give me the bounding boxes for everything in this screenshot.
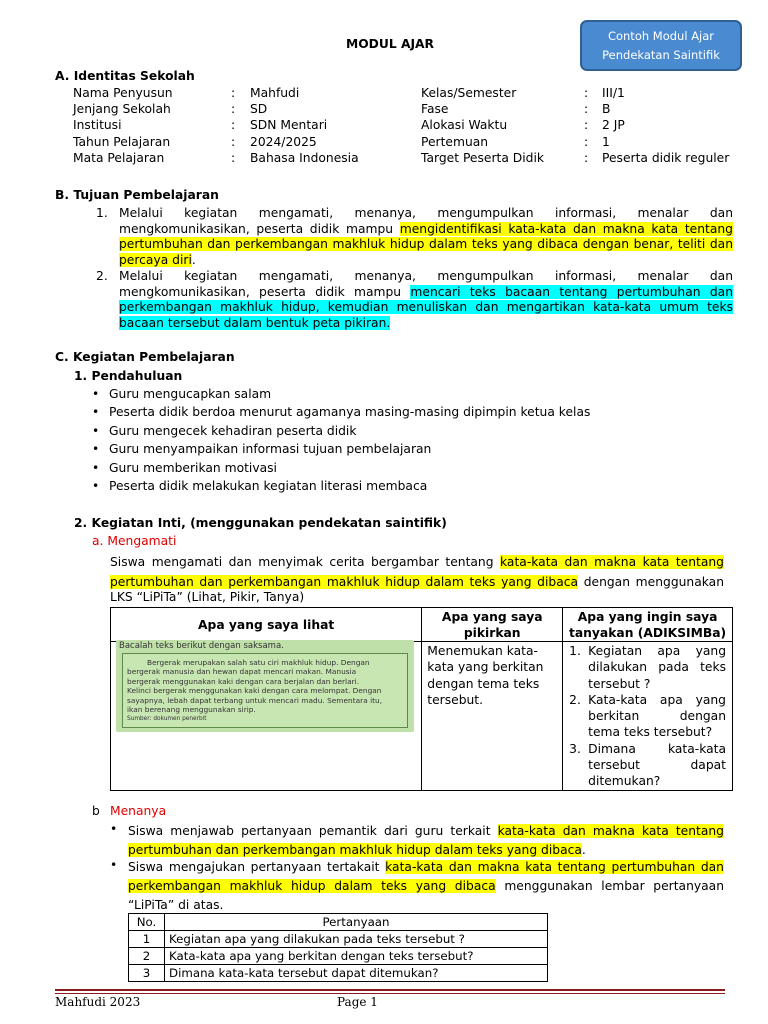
identity-value: Mahfudi	[250, 86, 300, 100]
reading-line: bergerak menggunakan kaki dengan cara berjalan dan berlari.	[127, 676, 360, 686]
mengamati-label: a. Mengamati	[92, 534, 177, 548]
identity-row	[73, 102, 743, 118]
subsection-pendahuluan: 1. Pendahuluan	[74, 369, 183, 383]
identity-value: III/1	[602, 86, 625, 100]
identity-label: Alokasi Waktu	[421, 118, 508, 133]
identity-label: Pertemuan	[421, 134, 489, 149]
goal-1-line-2: mengkomunikasikan, peserta didik mampu mengidentifikasi kata-kata dan makna kata tentang	[119, 221, 733, 236]
identity-colon: :	[231, 86, 236, 100]
think-line: dengan tema teks	[427, 676, 540, 691]
goal-2	[119, 269, 733, 331]
header-question: Pertanyaan	[165, 914, 548, 931]
section-b-heading: B. Tujuan Pembelajaran	[55, 188, 219, 202]
reading-line: ikan berenang menggunakan sirip.	[127, 705, 256, 714]
goal-2-line-4: bacaan tersebut dalam bentuk peta pikiran.	[119, 315, 391, 330]
reading-line: sayapnya, lebah dapat terbang untuk mencari madu. Sementara itu,	[127, 695, 383, 705]
think-line: kata yang berkitan	[427, 660, 544, 675]
identity-colon: :	[231, 102, 236, 117]
callout-line-2: Pendekatan Saintifik	[602, 48, 720, 62]
table-row: 2 Kata-kata apa yang berkitan dengan teks tersebut?	[129, 948, 548, 965]
mengamati-line-1: Siswa mengamati dan menyimak cerita bergambar tentang kata-kata dan makna kata tentang	[110, 555, 724, 569]
menanya-bullet-2-dot: •	[110, 858, 118, 872]
mengamati-line-3: LKS “LiPiTa” (Lihat, Pikir, Tanya)	[110, 590, 305, 604]
identity-label: Jenjang Sekolah	[73, 102, 171, 117]
identity-label: Fase	[421, 102, 449, 117]
cell-ask	[563, 642, 733, 791]
identity-row	[73, 118, 743, 134]
goal-1-number: 1.	[96, 206, 108, 220]
identity-label: Kelas/Semester	[421, 86, 517, 100]
identity-colon: :	[231, 134, 236, 149]
identity-colon: :	[584, 134, 589, 149]
reading-text-box	[122, 653, 408, 728]
goal-1	[119, 206, 733, 268]
header-think: Apa yang saya pikirkan	[422, 608, 563, 642]
header-ask: Apa yang ingin saya tanyakan (ADIKSIMBa)	[563, 608, 733, 642]
goal-2-line-3: perkembangan makhluk hidup, kemudian menuliskan dan mengartikan kata-kata umum teks	[119, 300, 733, 315]
identity-row	[73, 151, 743, 167]
goal-2-line-2: mengkomunikasikan, peserta didik mampu mencari teks bacaan tentang pertumbuhan dan	[119, 284, 733, 299]
cell-think	[422, 642, 563, 791]
menanya-label: Menanya	[110, 804, 167, 818]
footer-page-number: Page 1	[337, 995, 378, 1009]
identity-row	[73, 86, 743, 102]
identity-value: SDN Mentari	[250, 118, 328, 133]
reading-line: Bergerak merupakan salah satu ciri makhluk hidup. Dengan	[147, 658, 370, 667]
identity-label: Tahun Pelajaran	[73, 134, 171, 149]
identity-colon: :	[231, 118, 236, 133]
identity-label: Institusi	[73, 118, 122, 133]
goal-1-line-3: pertumbuhan dan perkembangan makhluk hidup dalam teks yang dibaca dengan benar, teliti dan	[119, 237, 733, 252]
menanya-bullet-2: Siswa mengajukan pertanyaan tertakait kata-kata dan makna kata tentang pertumbuhan dan perkembangan makhluk hidup dalam teks yang dibaca menggunakan lembar pertanyaan “LiPiTa” di atas.	[128, 860, 725, 912]
identity-colon: :	[584, 102, 589, 117]
section-a-heading: A. Identitas Sekolah	[55, 69, 195, 83]
identity-value: SD	[250, 102, 268, 117]
identity-value: 2024/2025	[250, 134, 317, 149]
think-line: tersebut.	[427, 692, 484, 707]
menanya-letter: b	[92, 804, 100, 818]
mengamati-line-2: pertumbuhan dan perkembangan makhluk hidup dalam teks yang dibaca dengan menggunakan	[110, 574, 724, 589]
identity-colon: :	[584, 150, 589, 165]
menanya-bullet-1-dot: •	[110, 822, 118, 836]
header-no: No.	[129, 914, 165, 931]
document-page: Contoh Modul Ajar Pendekatan Saintifik MODUL AJAR A. Identitas Sekolah Nama Penyusun : Mahfudi Kelas/Semester : III/1 Jenjang Sekolah : SD Fase : B Institusi : SDN Mentari Alokasi Waktu : 2 JP Tahun Pelajaran : 2024/2025 Pertemuan : 1 Mata Pelajaran : Bahasa Indonesia Target Peserta Didik : Peserta didik reguler B. Tujuan Pembelajaran 1. Melalui kegiatan mengamati, menanya, mengumpulkan informasi, menalar dan mengkomunikasikan, peserta didik mampu mengidentifikasi kata-kata dan makna kata tentang pertumbuhan dan perkembangan makhluk hidup dalam teks yang dibaca dengan benar, teliti dan percaya diri. 2. Melalui kegiatan mengamati, menanya, mengumpulkan informasi, menalar dan mengkomunikasikan, peserta didik mampu mencari teks bacaan tentang pertumbuhan dan perkembangan makhluk hidup, kemudian menuliskan dan mengartikan kata-kata umum teks bacaan tersebut dalam bentuk peta pikiran. C. Kegiatan Pembelajaran 1. Pendahuluan Guru mengucapkan salam Peserta didik berdoa menurut agamanya masing-masing dipimpin ketua kelas Guru mengecek kehadiran peserta didik Guru menyampaikan informasi tujuan pembelajaran Guru memberikan motivasi Peserta didik melakukan kegiatan literasi membaca 2. Kegiatan Inti, (menggunakan pendekatan saintifik) a. Mengamati Siswa mengamati dan menyimak cerita bergambar tentang kata-kata dan makna kata tentang pertumbuhan dan perkembangan makhluk hidup dalam teks yang dibaca dengan menggunakan LKS “LiPiTa” (Lihat, Pikir, Tanya) Apa yang saya lihat Apa yang saya pikirkan Apa yang ingin saya tanyakan (ADIKSIMBa) Menemukan kata- kata yang berkitan dengan tema teks tersebut. 1. Kegiatan apa yang dilakukan pada teks tersebut ? 2. Kata-kata apa yang berkitan dengan tema teks tersebut? 3. Dimana kata-kata tersebut dapat ditemukan? Bacalah teks berikut dengan saksama. Sumber: dokumen penerbit Bergerak merupakan salah satu ciri makhluk hidup. Dengan bergerak manusia dan hewan dapat mencari makan. Manusia bergerak menggunakan kaki dengan cara berjalan dan berlari. Kelinci bergerak menggunakan kaki dengan cara melompat. Dengan sayapnya, lebah dapat terbang untuk mencari madu. Sementara itu, ikan berenang menggunakan sirip. b Menanya • Siswa menjawab pertanyaan pemantik dari guru terkait kata-kata dan makna kata tentang pertumbuhan dan perkembangan makhluk hidup dalam teks yang dibaca. • Siswa mengajukan pertanyaan tertakait kata-kata dan makna kata tentang pertumbuhan dan perkembangan makhluk hidup dalam teks yang dibaca menggunakan lembar pertanyaan “LiPiTa” di atas. No. Pertanyaan 1 Kegiatan apa yang dilakukan pada teks tersebut ? 2 Kata-kata apa yang berkitan dengan teks tersebut? 3 Dimana kata-kata tersebut dapat ditemukan? Mahfudi 2023 Page 1	[0, 0, 768, 1024]
identity-label: Mata Pelajaran	[73, 150, 165, 165]
document-title: MODUL AJAR	[345, 37, 435, 51]
ask-item: 1. Kegiatan apa yang dilakukan pada teks tersebut ?	[569, 644, 726, 691]
reading-line: Kelinci bergerak menggunakan kaki dengan cara melompat. Dengan	[127, 686, 382, 696]
think-line: Menemukan kata-	[427, 644, 538, 658]
goal-1-line-1: Melalui kegiatan mengamati, menanya, mengumpulkan informasi, menalar dan	[119, 206, 733, 220]
header-see: Apa yang saya lihat	[111, 608, 422, 642]
questions-table	[128, 913, 548, 982]
footer-author: Mahfudi 2023	[55, 995, 141, 1009]
identity-colon: :	[231, 150, 236, 165]
reading-source: Sumber: dokumen penerbit	[127, 716, 207, 722]
reading-image	[116, 640, 414, 732]
goal-2-line-1: Melalui kegiatan mengamati, menanya, mengumpulkan informasi, menalar dan	[119, 269, 733, 283]
identity-label: Nama Penyusun	[73, 86, 173, 100]
table-row: 3 Dimana kata-kata tersebut dapat ditemukan?	[129, 965, 548, 982]
subsection-kegiatan-inti: 2. Kegiatan Inti, (menggunakan pendekatan saintifik)	[74, 516, 447, 530]
identity-value: 1	[602, 134, 610, 149]
identity-value: Bahasa Indonesia	[250, 150, 359, 165]
identity-colon: :	[584, 86, 589, 100]
identity-label: Target Peserta Didik	[421, 150, 545, 165]
reading-line: bergerak manusia dan hewan dapat mencari makan. Manusia	[127, 667, 357, 677]
identity-row	[73, 135, 743, 151]
identity-value: Peserta didik reguler	[602, 150, 730, 165]
ask-item: 3. Dimana kata-kata tersebut dapat ditemukan?	[569, 741, 726, 789]
goal-1-line-4: percaya diri.	[119, 252, 196, 267]
callout-line-1: Contoh Modul Ajar	[607, 29, 715, 43]
goal-2-number: 2.	[96, 269, 108, 283]
ask-item: 2. Kata-kata apa yang berkitan dengan tema teks tersebut?	[569, 692, 726, 740]
mengamati-paragraph	[110, 553, 724, 592]
menanya-bullet-1: Siswa menjawab pertanyaan pemantik dari guru terkait kata-kata dan makna kata tentang pertumbuhan dan perkembangan makhluk hidup dalam teks yang dibaca.	[128, 824, 724, 857]
identity-value: B	[602, 102, 611, 117]
section-c-heading: C. Kegiatan Pembelajaran	[55, 350, 235, 364]
table-row: 1 Kegiatan apa yang dilakukan pada teks tersebut ?	[129, 931, 548, 948]
reading-instruction: Bacalah teks berikut dengan saksama.	[119, 641, 284, 651]
identity-colon: :	[584, 118, 589, 133]
identity-value: 2 JP	[602, 118, 625, 133]
